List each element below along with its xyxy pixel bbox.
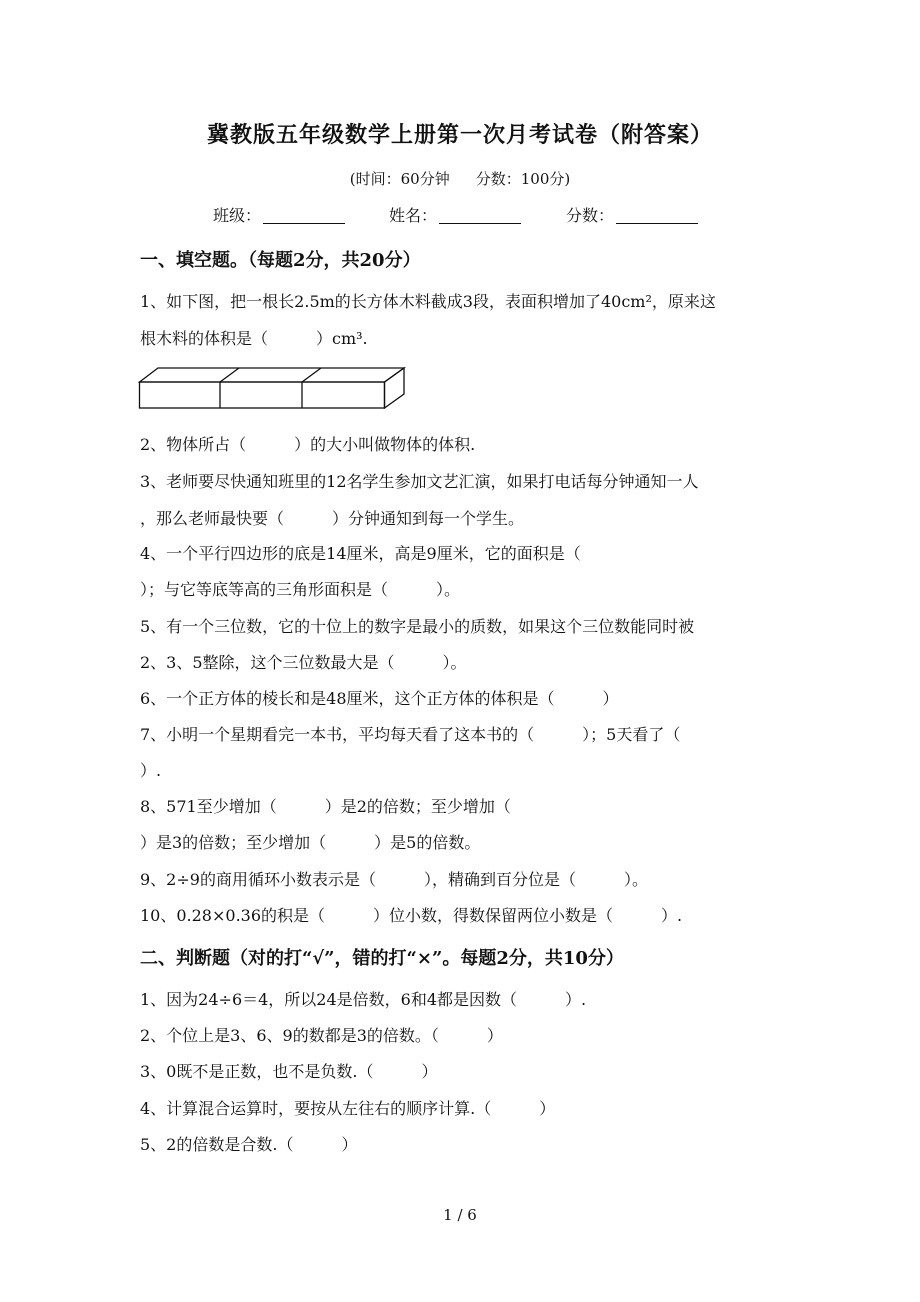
- time-limit: (时间：60分钟: [349, 170, 450, 188]
- page-number: 1 / 6: [443, 1206, 477, 1224]
- question-line: 4、计算混合运算时，要按从左往右的顺序计算.（ ）: [140, 1099, 556, 1118]
- question-line: 7、小明一个星期看完一本书，平均每天看了这本书的（ ）；5天看了（: [140, 725, 681, 744]
- question-line: 6、一个正方体的棱长和是48厘米，这个正方体的体积是（ ）: [140, 689, 619, 708]
- question-line: 2、3、5整除，这个三位数最大是（ ）。: [140, 653, 467, 672]
- question-line: ）是3的倍数；至少增加（ ）是5的倍数。: [140, 833, 481, 852]
- question-line: 10、0.28×0.36的积是（ ）位小数，得数保留两位小数是（ ）.: [140, 906, 683, 925]
- cuboid-diagram: [138, 365, 410, 411]
- name-label: 姓名：: [389, 206, 438, 225]
- cuboid-side-face: [385, 368, 405, 408]
- cuboid-figure: [138, 365, 410, 415]
- section1-heading: 一、填空题。（每题2分，共20分）: [140, 250, 421, 271]
- exam-title: 冀教版五年级数学上册第一次月考试卷（附答案）: [206, 122, 713, 148]
- class-field: [213, 203, 345, 226]
- cuboid-front-face: [140, 382, 385, 408]
- question-line: 2、物体所占（ ）的大小叫做物体的体积.: [140, 435, 476, 454]
- score-blank: [616, 207, 698, 224]
- question-line: 1、因为24÷6＝4，所以24是倍数，6和4都是因数（ ）.: [140, 990, 587, 1009]
- question-line: ，那么老师最快要（ ）分钟通知到每一个学生。: [140, 509, 525, 528]
- question-line: 3、老师要尽快通知班里的12名学生参加文艺汇演，如果打电话每分钟通知一人: [140, 472, 699, 491]
- question-line: 2、个位上是3、6、9的数都是3的倍数。（ ）: [140, 1026, 503, 1045]
- exam-subtitle: [0, 168, 920, 189]
- cut-line: [220, 368, 239, 382]
- section2-heading: 二、判断题（对的打“√”，错的打“×”。每题2分，共10分）: [140, 948, 624, 969]
- score-field: [566, 203, 698, 226]
- score-label: 分数：: [566, 206, 615, 225]
- question-line: 4、一个平行四边形的底是14厘米，高是9厘米，它的面积是（: [140, 544, 581, 563]
- cut-line: [302, 368, 321, 382]
- question-line: ）.: [140, 761, 162, 780]
- name-field: [389, 203, 521, 226]
- total-score: 分数：100分): [475, 170, 571, 188]
- question-line: 8、571至少增加（ ）是2的倍数；至少增加（: [140, 797, 511, 816]
- question-line: ）；与它等底等高的三角形面积是（ ）。: [140, 580, 461, 599]
- question-line: 3、0既不是正数，也不是负数.（ ）: [140, 1062, 438, 1081]
- question-line: 9、2÷9的商用循环小数表示是（ ），精确到百分位是（ ）。: [140, 870, 648, 889]
- class-blank: [263, 207, 345, 224]
- name-blank: [439, 207, 521, 224]
- question-line: 5、2的倍数是合数.（ ）: [140, 1135, 358, 1154]
- question-line: 根木料的体积是（ ）cm³.: [140, 329, 368, 348]
- question-line: 1、如下图，把一根长2.5m的长方体木料截成3段，表面积增加了40cm²，原来这: [140, 292, 716, 311]
- question-line: 5、有一个三位数，它的十位上的数字是最小的质数，如果这个三位数能同时被: [140, 617, 695, 636]
- class-label: 班级：: [213, 206, 262, 225]
- cuboid-top-face: [140, 368, 405, 382]
